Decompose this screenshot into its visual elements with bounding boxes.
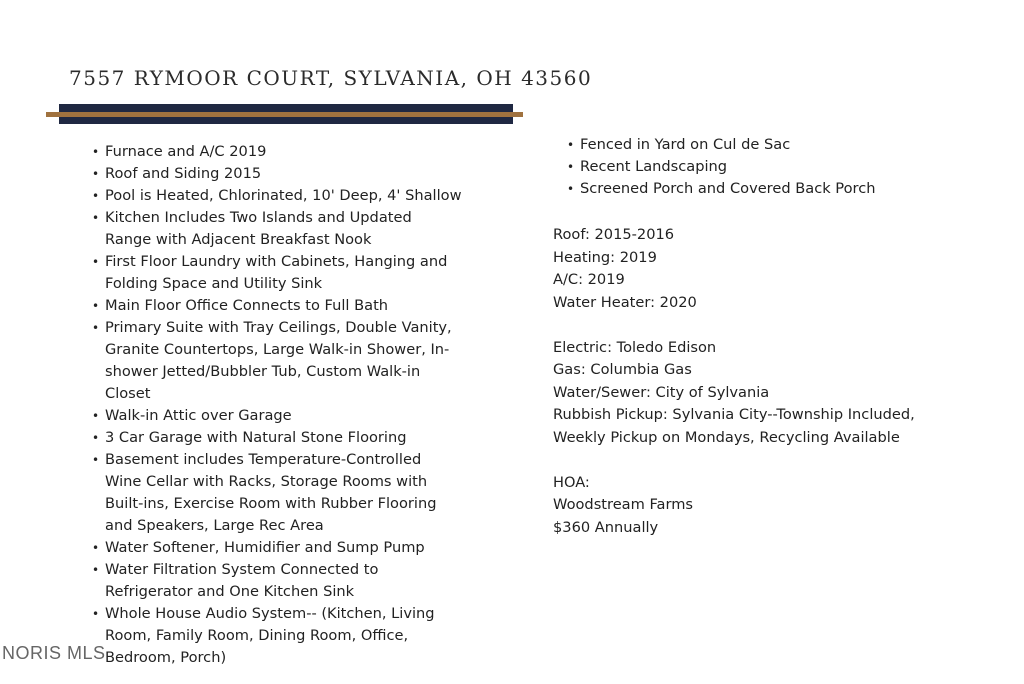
info-line: Gas: Columbia Gas [553,361,692,378]
list-item: • Primary Suite with Tray Ceilings, Double Vanity, Granite Countertops, Large Walk-in Shower, In- shower Jetted/Bubbler Tub, Custom Walk-in Closet [105,317,462,405]
list-item: • Walk-in Attic over Garage [105,405,462,427]
info-line: $360 Annually [553,518,659,536]
decorative-gold-line [46,112,523,117]
list-item: • Roof and Siding 2015 [105,163,462,185]
list-item: • Main Floor Office Connects to Full Bath [105,295,462,317]
info-spacer [553,449,915,472]
info-line: Woodstream Farms [553,496,694,513]
property-address-title: 7557 RYMOOR COURT, SYLVANIA, OH 43560 [69,66,593,90]
info-line: Heating: 2019 [553,248,657,266]
left-feature-list [105,141,462,669]
info-line: Roof: 2015-2016 [553,226,675,243]
list-item: • Kitchen Includes Two Islands and Updated Range with Adjacent Breakfast Nook [105,207,462,251]
mls-watermark: NORIS MLS [2,643,106,663]
list-item: • First Floor Laundry with Cabinets, Hanging and Folding Space and Utility Sink [105,251,462,295]
list-item: • Water Softener, Humidifier and Sump Pump [105,537,462,559]
list-item: • Pool is Heated, Chlorinated, 10' Deep, 4' Shallow [105,185,462,207]
list-item: • Furnace and A/C 2019 [105,141,462,163]
info-line: Rubbish Pickup: Sylvania City--Township Included, [553,406,915,423]
list-item: • Screened Porch and Covered Back Porch [580,178,875,200]
list-item: • 3 Car Garage with Natural Stone Flooring [105,427,462,449]
info-line: Weekly Pickup on Mondays, Recycling Available [553,428,900,446]
list-item: • Basement includes Temperature-Controlled Wine Cellar with Racks, Storage Rooms with Built-ins, Exercise Room with Rubber Flooring and Speakers, Large Rec Area [105,449,462,537]
list-item: • Recent Landscaping [580,156,875,178]
info-line: Water/Sewer: City of Sylvania [553,383,770,401]
info-spacer [553,314,915,337]
info-line: A/C: 2019 [553,271,625,288]
list-item: • Fenced in Yard on Cul de Sac [580,134,875,156]
property-info-block [553,224,915,539]
info-line: Electric: Toledo Edison [553,338,717,356]
info-line: HOA: [553,473,590,491]
list-item: • Water Filtration System Connected to Refrigerator and One Kitchen Sink [105,559,462,603]
info-line: Water Heater: 2020 [553,293,697,311]
right-feature-list [580,134,875,200]
list-item: • Whole House Audio System-- (Kitchen, Living Room, Family Room, Dining Room, Office, Bedroom, Porch) [105,603,462,669]
